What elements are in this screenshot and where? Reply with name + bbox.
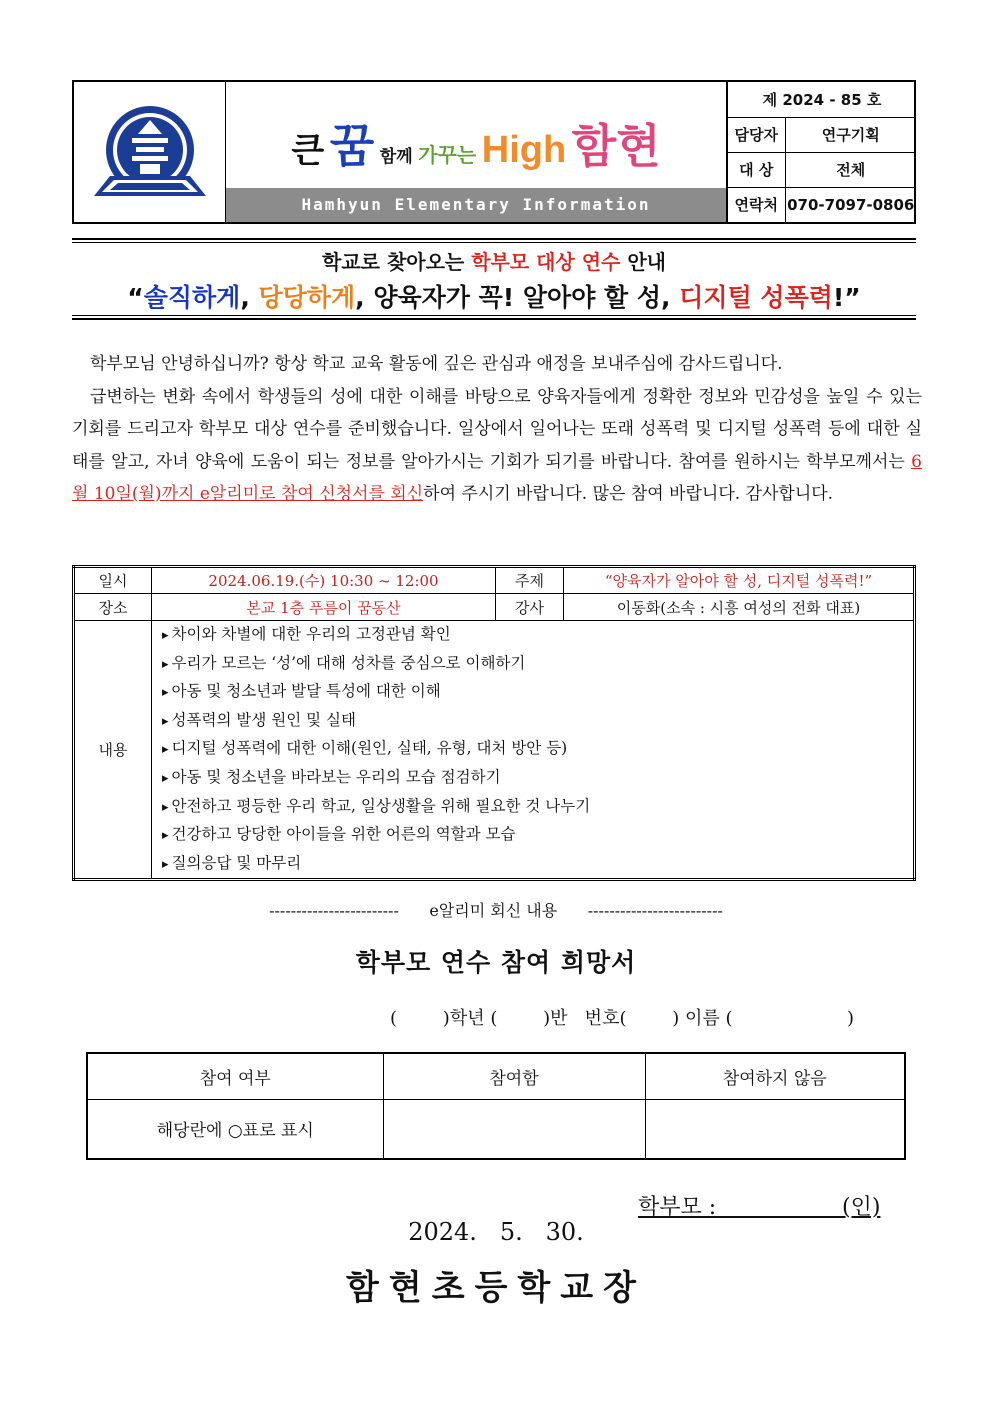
content-item: ▸ 성폭력의 발생 원인 및 실태 (162, 707, 913, 736)
body-text (72, 348, 922, 511)
headline-2-confident: 당당하게 (258, 283, 356, 312)
event-info-table (72, 565, 916, 881)
content-item: ▸ 건강하고 당당한 아이들을 위한 어른의 역할과 모습 (162, 821, 913, 850)
place-value: 본교 1층 푸름이 꿈동산 (152, 594, 496, 621)
target-value: 전체 (785, 152, 916, 187)
contact-label: 연락처 (727, 187, 785, 222)
issue-meta-table (726, 82, 916, 222)
school-emblem-icon (88, 100, 212, 208)
participation-table (86, 1052, 906, 1160)
participate-mark-cell[interactable] (383, 1099, 645, 1159)
headline-1-post: 안내 (620, 250, 666, 274)
reply-divider: ------------------------ e알리미 회신 내용 ------------------------- (269, 901, 723, 920)
date-value: 2024.06.19.(수) 10:30 ~ 12:00 (152, 567, 496, 594)
body-p2-post: 하여 주시기 바랍니다. 많은 참여 바랍니다. 감사합니다. (423, 484, 834, 504)
body-paragraph-2 (72, 381, 922, 511)
content-item: ▸ 아동 및 청소년과 발달 특성에 대한 이해 (162, 678, 913, 707)
headline-2-quote-close: !” (832, 283, 861, 312)
form-title: 학부모 연수 참여 희망서 (355, 948, 637, 977)
headline-1-highlight: 학부모 대상 연수 (471, 250, 621, 274)
title-word-big: 큰 (291, 131, 325, 171)
manager-label: 담당자 (727, 117, 785, 152)
not-participate-header: 참여하지 않음 (645, 1053, 905, 1099)
newsletter-subtitle: Hamhyun Elementary Information (226, 188, 726, 222)
headline-2-middle: , 양육자가 꼭! 알아야 할 성, (355, 283, 680, 312)
not-participate-mark-cell[interactable] (645, 1099, 905, 1159)
participate-header: 참여함 (383, 1053, 645, 1099)
headline-line-1 (72, 246, 916, 275)
newsletter-title (226, 110, 726, 176)
date-label: 일시 (74, 567, 152, 594)
title-word-dream: 꿈 (329, 119, 375, 173)
speaker-label: 강사 (496, 594, 564, 621)
content-item: ▸ 아동 및 청소년을 바라보는 우리의 모습 점검하기 (162, 764, 913, 793)
content-cell (152, 621, 915, 880)
principal-signature: 함현초등학교장 (346, 1268, 646, 1308)
target-label: 대 상 (727, 152, 785, 187)
content-label: 내용 (74, 621, 152, 880)
headline-2-honest: 솔직하게 (143, 283, 241, 312)
headline-box (72, 238, 916, 320)
issue-number: 제 2024 - 85 호 (727, 82, 916, 117)
contact-value: 070-7097-0806 (785, 187, 916, 222)
speaker-value: 이동화(소속 : 시흥 여성의 전화 대표) (564, 594, 915, 621)
topic-label: 주제 (496, 567, 564, 594)
title-word-high: High (481, 129, 567, 171)
content-item: ▸ 우리가 모르는 ‘성’에 대해 성차를 중심으로 이해하기 (162, 650, 913, 679)
headline-2-digital: 디지털 성폭력 (679, 283, 833, 312)
newsletter-header (72, 80, 916, 224)
body-p2-pre: 급변하는 변화 속에서 학생들의 성에 대한 이해를 바탕으로 양육자들에게 정확한 정보와 민감성을 높일 수 있는 기회를 드리고자 학부모 대상 연수를 준비했습니다. 일상에서 일어나는 또래 성폭력 및 디지털 성폭력 등에 대한 실태를 알고, 자녀 양육에 도움이 되는 정보를 알아가시는 기회가 되기를 바랍니다. 참여를 원하시는 학부모께서는 (72, 386, 922, 472)
student-info-line: ( )학년 ( )반 번호( ) 이름 ( ) (390, 1008, 854, 1029)
content-item: ▸ 안전하고 평등한 우리 학교, 일상생활을 위해 필요한 것 나누기 (162, 793, 913, 822)
title-word-grow: 가꾸는 (418, 143, 477, 167)
title-cell (226, 82, 726, 222)
manager-value: 연구기획 (785, 117, 916, 152)
mark-instruction: 해당란에 ○표로 표시 (87, 1099, 383, 1159)
content-item: ▸ 디지털 성폭력에 대한 이해(원인, 실태, 유형, 대처 방안 등) (162, 735, 913, 764)
headline-2-quote-open: “ (127, 283, 144, 312)
topic-value: “양육자가 알아야 할 성, 디지털 성폭력!” (564, 567, 915, 594)
headline-line-2 (72, 278, 916, 314)
content-item: ▸ 차이와 차별에 대한 우리의 고정관념 확인 (162, 621, 913, 650)
headline-1-pre: 학교로 찾아오는 (322, 250, 472, 274)
title-word-school: 함현 (571, 119, 661, 173)
content-list (152, 621, 913, 878)
participation-header: 참여 여부 (87, 1053, 383, 1099)
place-label: 장소 (74, 594, 152, 621)
title-word-together: 함께 (379, 147, 413, 167)
parent-signature-line: 학부모 : (인) (638, 1195, 881, 1220)
document-date: 2024. 5. 30. (408, 1218, 584, 1246)
body-p2-deadline: 6월 10일(월)까지 e알리미로 참여 신청서를 회신 (72, 451, 922, 504)
school-logo-cell (74, 82, 226, 222)
headline-2-comma: , (240, 283, 259, 312)
content-item: ▸ 질의응답 및 마무리 (162, 850, 913, 879)
body-paragraph-1: 학부모님 안녕하십니까? 항상 학교 교육 활동에 깊은 관심과 애정을 보내주심에 감사드립니다. (90, 354, 783, 374)
